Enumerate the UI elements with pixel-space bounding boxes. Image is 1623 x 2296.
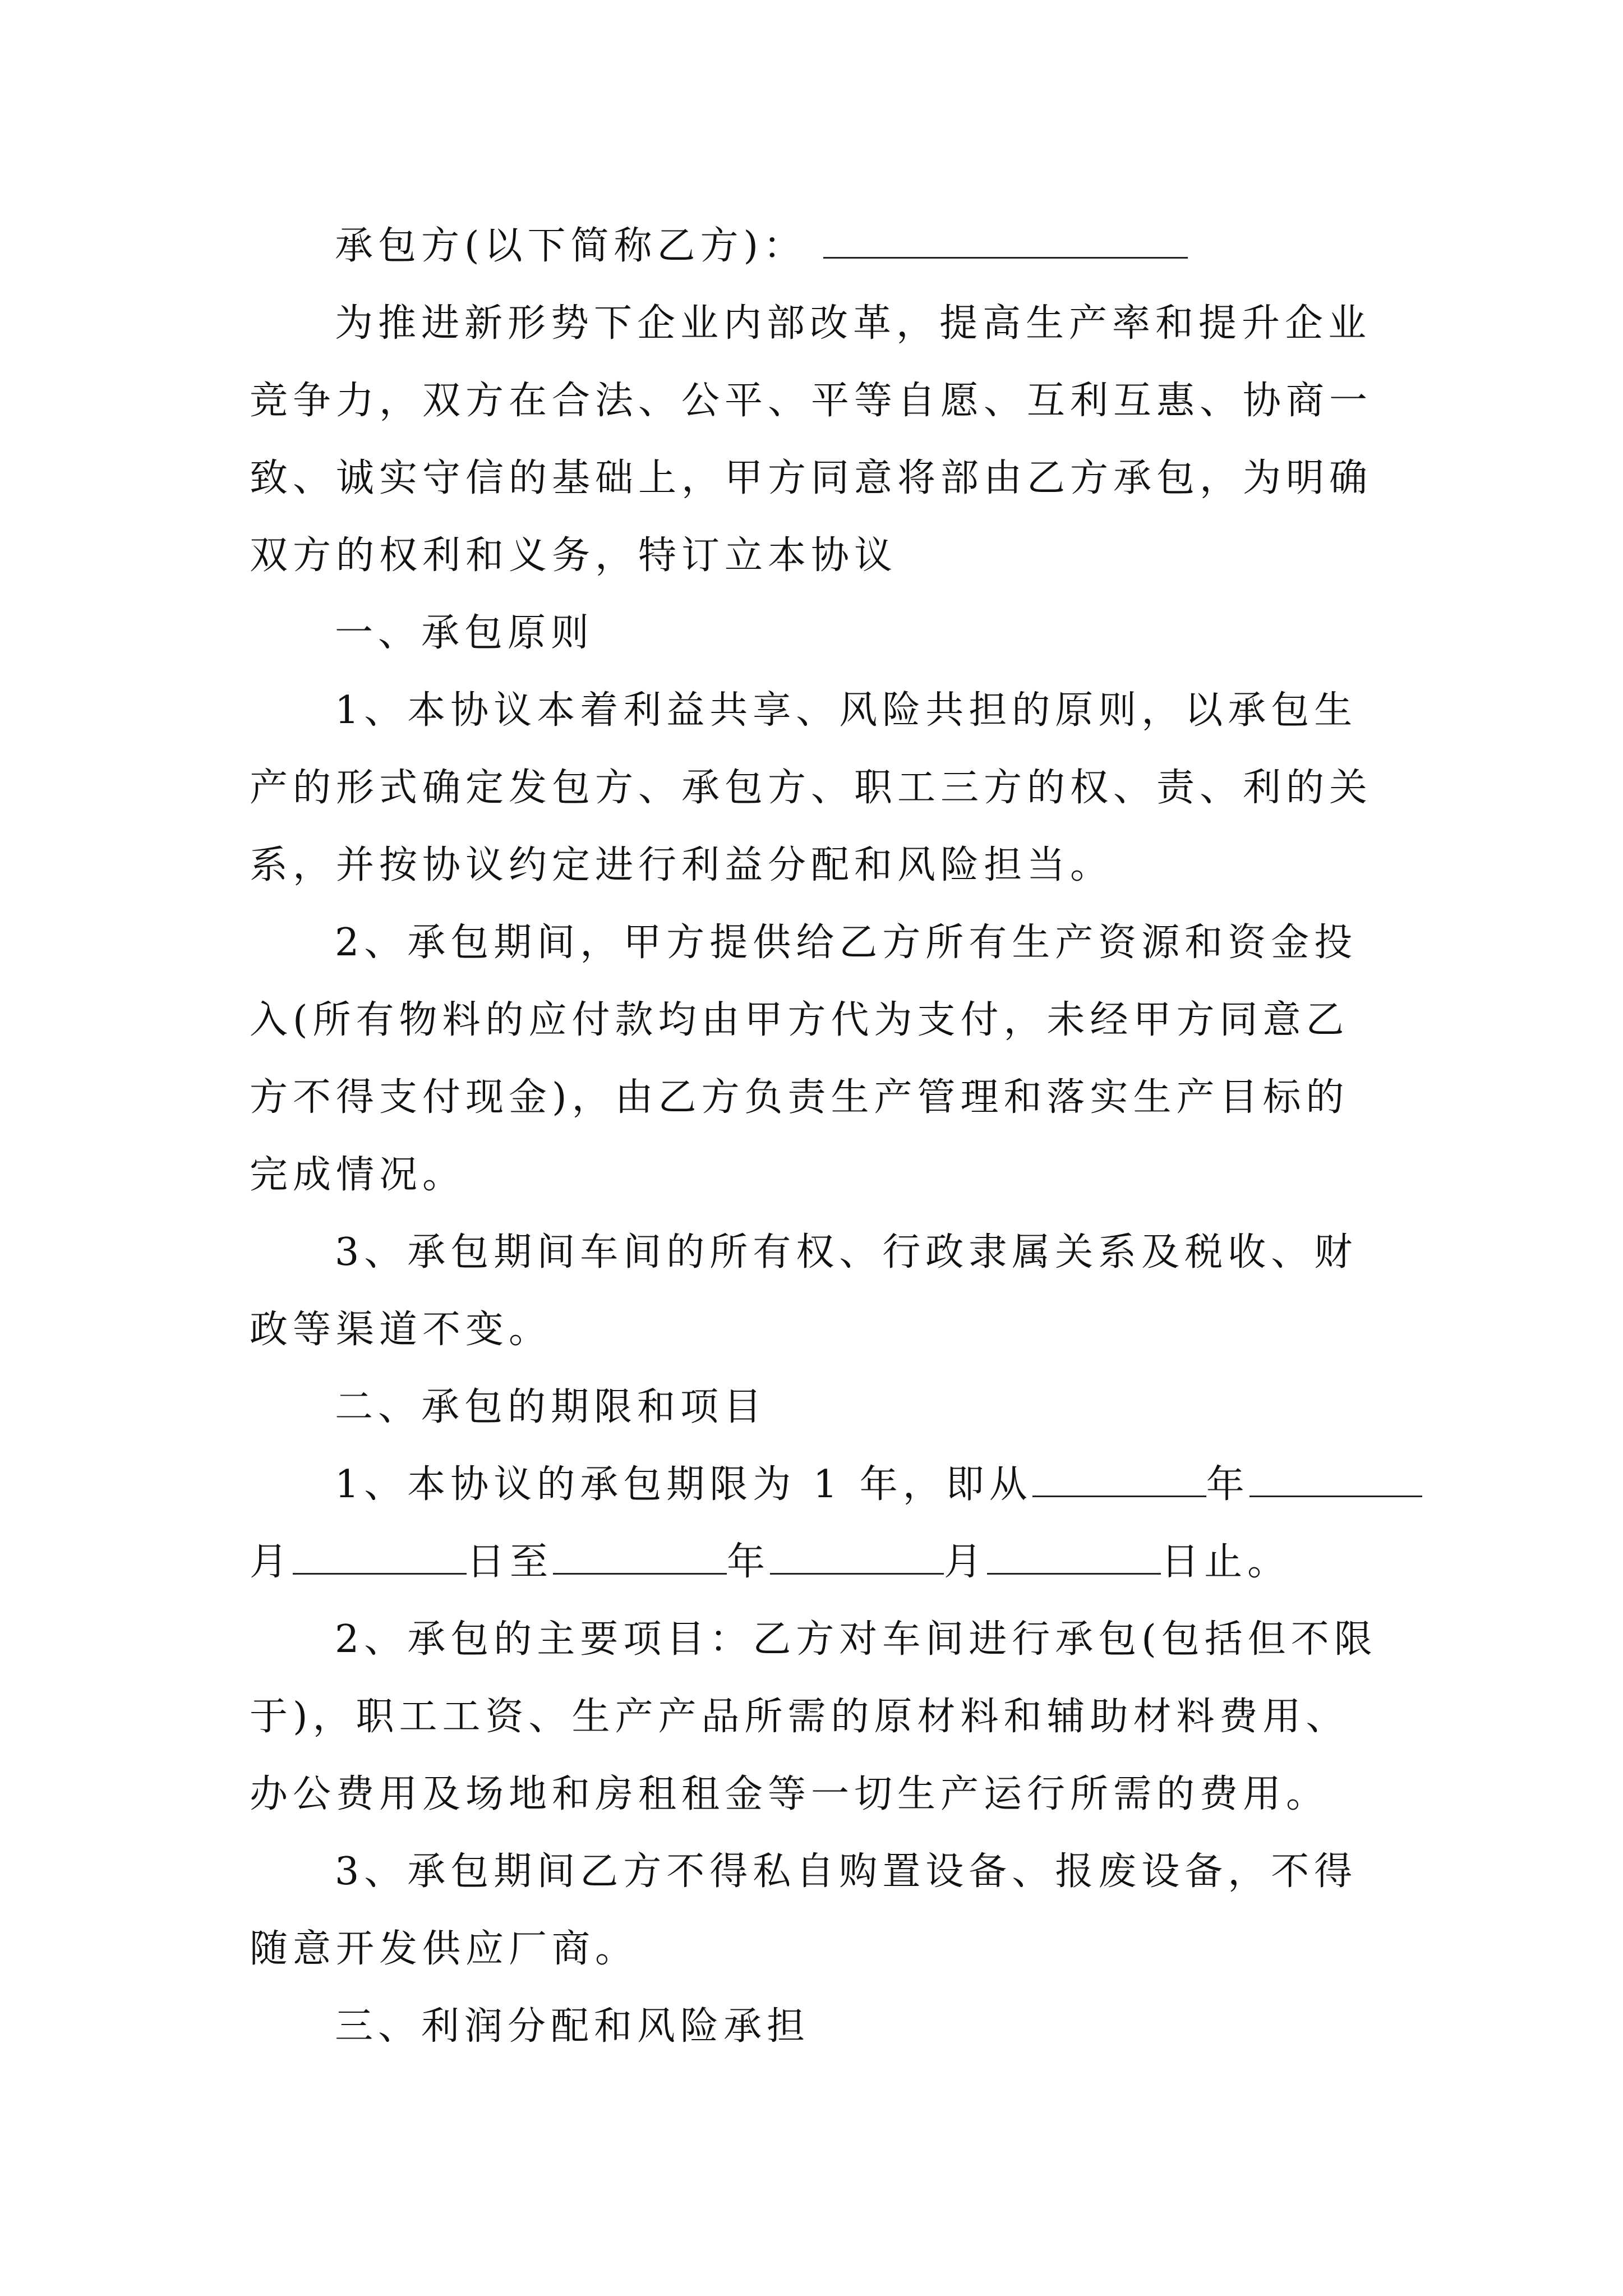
paragraph-line: 方不得支付现金)，由乙方负责生产管理和落实生产目标的 [250, 1075, 1349, 1120]
paragraph-line: 3、承包期间车间的所有权、行政隶属关系及税收、财 [335, 1230, 1358, 1274]
paragraph-line: 于)，职工工资、生产产品所需的原材料和辅助材料费用、 [250, 1695, 1349, 1739]
year-blank [1032, 1461, 1206, 1497]
paragraph-line: 入(所有物料的应付款均由甲方代为支付，未经甲方同意乙 [250, 998, 1349, 1042]
term-line-1 [250, 1446, 1396, 1524]
party-b-line [250, 208, 1396, 285]
clause-paragraph [250, 1833, 1396, 1988]
end-year-label: 年 [727, 1540, 771, 1584]
party-b-label: 承包方(以下简称乙方)： [335, 224, 807, 268]
paragraph-line: 2、承包的主要项目：乙方对车间进行承包(包括但不限 [335, 1617, 1377, 1662]
document-page [250, 208, 1396, 2065]
paragraph-line: 系，并按协议约定进行利益分配和风险担当。 [250, 843, 1114, 887]
section-heading: 一、承包原则 [335, 611, 594, 655]
day-blank [293, 1538, 467, 1575]
paragraph-line: 双方的权利和义务，特订立本协议 [250, 533, 898, 578]
clause-paragraph [250, 672, 1396, 904]
end-day-blank [987, 1538, 1161, 1575]
month-blank [1249, 1461, 1422, 1497]
paragraph-line: 2、承包期间，甲方提供给乙方所有生产资源和资金投 [335, 921, 1358, 965]
paragraph-line: 随意开发供应厂商。 [250, 1927, 639, 1971]
year-label: 年 [1206, 1462, 1249, 1507]
month-label: 月 [250, 1540, 293, 1584]
end-day-label: 日止。 [1161, 1540, 1291, 1584]
clause-paragraph [250, 904, 1396, 1214]
paragraph-line: 竞争力，双方在合法、公平、平等自愿、互利互惠、协商一 [250, 379, 1373, 423]
end-month-label: 月 [944, 1540, 988, 1584]
paragraph-line: 办公费用及场地和房租租金等一切生产运行所需的费用。 [250, 1772, 1330, 1816]
party-b-blank [823, 222, 1188, 259]
term-clause [250, 1446, 1396, 1601]
clause-paragraph [250, 1214, 1396, 1369]
end-year-blank [553, 1538, 727, 1575]
paragraph-line: 政等渠道不变。 [250, 1308, 552, 1352]
paragraph-line: 为推进新形势下企业内部改革，提高生产率和提升企业 [335, 301, 1372, 346]
term-prefix: 1、本协议的承包期限为 1 年，即从 [335, 1462, 1032, 1507]
clause-paragraph [250, 1601, 1396, 1833]
paragraph-line: 致、诚实守信的基础上，甲方同意将部由乙方承包，为明确 [250, 456, 1373, 500]
paragraph-line: 完成情况。 [250, 1153, 466, 1197]
paragraph-line: 3、承包期间乙方不得私自购置设备、报废设备，不得 [335, 1849, 1358, 1894]
intro-paragraph [250, 285, 1396, 595]
paragraph-line: 产的形式确定发包方、承包方、职工三方的权、责、利的关 [250, 766, 1373, 810]
paragraph-line: 1、本协议本着利益共享、风险共担的原则，以承包生 [335, 688, 1358, 733]
end-month-blank [770, 1538, 944, 1575]
section-heading: 三、利润分配和风险承担 [335, 2004, 810, 2049]
term-line-2 [250, 1524, 1396, 1601]
section-heading: 二、承包的期限和项目 [335, 1385, 767, 1429]
day-to-label: 日至 [467, 1540, 554, 1584]
